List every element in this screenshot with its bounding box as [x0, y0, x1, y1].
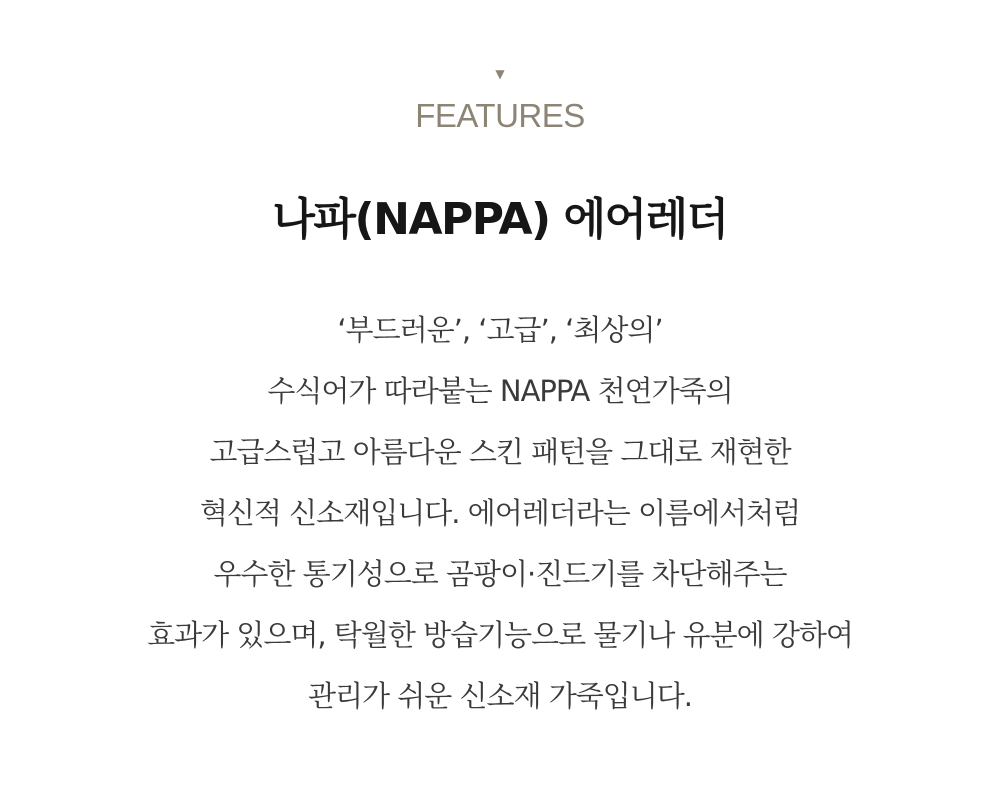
description-line: 고급스럽고 아름다운 스킨 패턴을 그대로 재현한	[209, 435, 791, 469]
description-line: 우수한 통기성으로 곰팡이·진드기를 차단해주는	[213, 557, 787, 591]
description-line: 효과가 있으며, 탁월한 방습기능으로 물기나 유분에 강하여	[147, 618, 853, 652]
triangle-down-icon: ▼	[495, 67, 505, 81]
description-line: ‘부드러운’, ‘고급’, ‘최상의’	[337, 313, 663, 347]
section-eyebrow: FEATURES	[415, 97, 585, 134]
description-line: 혁신적 신소재입니다. 에어레더라는 이름에서처럼	[199, 496, 801, 530]
page-title: 나파(NAPPA) 에어레더	[272, 194, 728, 245]
description-line: 관리가 쉬운 신소재 가죽입니다.	[307, 679, 693, 713]
description-line: 수식어가 따라붙는 NAPPA 천연가죽의	[267, 374, 733, 408]
description	[0, 300, 1000, 727]
